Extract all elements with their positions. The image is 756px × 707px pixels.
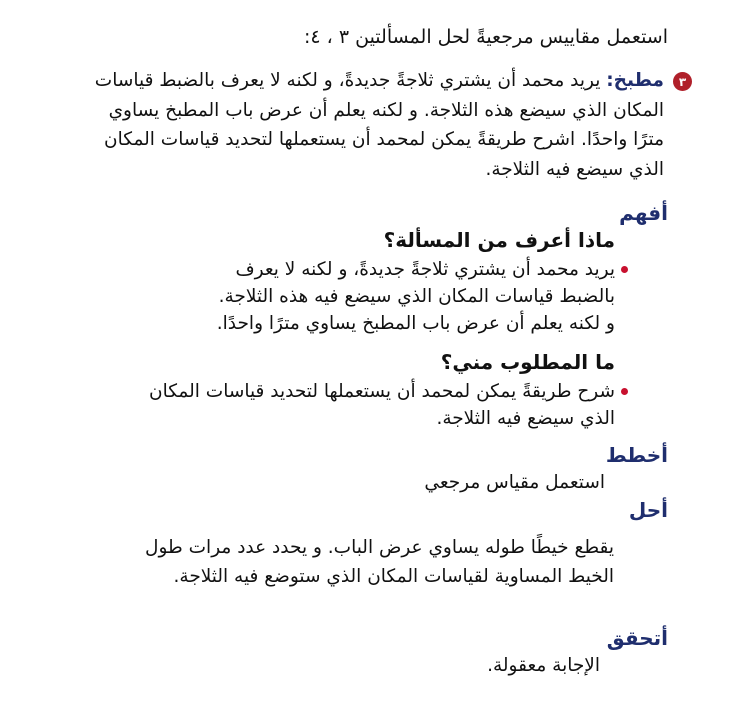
bullet-known-facts [117,256,615,337]
step-solve-heading: أحل [628,498,668,522]
solve-text: يقطع خيطًا طوله يساوي عرض الباب. و يحدد عدد مرات طول الخيط المساوية لقياسات المكان الذي ستوضع فيه الثلاجة. [145,537,614,587]
problem-keyword: مطبخ: [606,70,664,91]
question-what-do-i-know: ماذا أعرف من المسألة؟ [383,228,615,252]
check-text: الإجابة معقولة. [487,655,600,676]
bullet-dot [621,266,628,273]
step-check-heading: أتحقق [606,626,668,650]
problem-statement [82,66,687,184]
question-what-is-required: ما المطلوب مني؟ [440,350,615,374]
bullet-required [117,378,615,432]
problem-number-badge: ٣ [673,72,692,91]
bullet-text: شرح طريقةً يمكن لمحمد أن يستعملها لتحديد قياسات المكان الذي سيضع فيه الثلاجة. [148,381,615,429]
step-plan-heading: أخطط [605,443,668,467]
problem-text: يريد محمد أن يشتري ثلاجةً جديدةً، و لكنه لا يعرف بالضبط قياسات المكان الذي سيضع هذه الثلاجة. و لكنه يعلم أن عرض باب المطبخ يساوي مترًا واحدًا. اشرح طريقةً يمكن لمحمد أن يستعملها لتحديد قياسات المكان الذي سيضع فيه الثلاجة. [94,70,664,180]
bullet-line: بالضبط قياسات المكان الذي سيضع فيه هذه الثلاجة. [218,286,615,307]
bullet-line: و لكنه يعلم أن عرض باب المطبخ يساوي مترًا واحدًا. [216,313,615,334]
plan-text: استعمل مقياس مرجعي [424,472,605,493]
bullet-dot [621,388,628,395]
intro-instruction: استعمل مقاييس مرجعيةً لحل المسألتين ٣ ، ٤: [304,26,668,48]
bullet-line: يريد محمد أن يشتري ثلاجةً جديدةً، و لكنه لا يعرف [235,259,615,280]
step-understand-heading: أفهم [619,201,668,225]
